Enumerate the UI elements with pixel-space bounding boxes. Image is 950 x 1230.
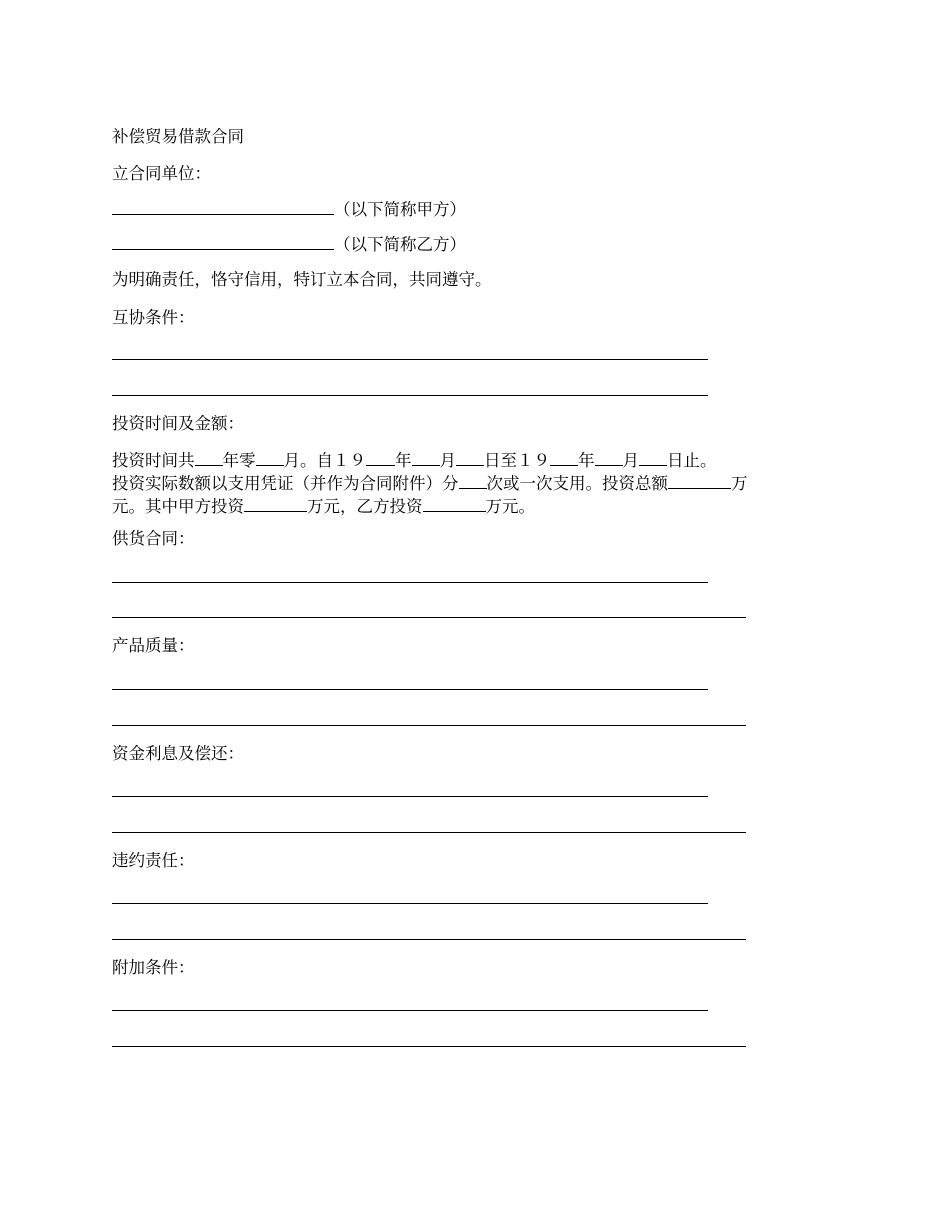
blank-start-month[interactable]: [412, 449, 440, 466]
section-supply-contract: 供货合同：: [112, 529, 195, 548]
investment-paragraph: [112, 449, 848, 518]
fill-line[interactable]: [112, 939, 746, 940]
party-b-suffix: （以下简称乙方）: [334, 235, 466, 254]
blank-start-day[interactable]: [456, 449, 484, 466]
blank-end-month[interactable]: [595, 449, 623, 466]
blank-installments[interactable]: [459, 472, 487, 489]
fill-line[interactable]: [112, 832, 746, 833]
intro-text: 为明确责任，恪守信用，特订立本合同，共同遵守。: [112, 270, 492, 289]
section-investment: 投资时间及金额：: [112, 414, 244, 433]
section-interest-repayment: 资金利息及偿还：: [112, 744, 244, 763]
section-mutual-conditions: 互协条件：: [112, 308, 195, 327]
fill-line[interactable]: [112, 689, 708, 690]
blank-party-a-amount[interactable]: [244, 495, 307, 512]
blank-months[interactable]: [256, 449, 284, 466]
fill-line[interactable]: [112, 725, 746, 726]
blank-start-year[interactable]: [366, 449, 395, 466]
section-breach-liability: 违约责任：: [112, 851, 195, 870]
section-product-quality: 产品质量：: [112, 636, 195, 655]
party-b-line: [112, 233, 466, 256]
document-title: 补偿贸易借款合同: [112, 127, 244, 146]
blank-end-year[interactable]: [550, 449, 578, 466]
party-b-blank[interactable]: [112, 233, 334, 250]
fill-line[interactable]: [112, 796, 708, 797]
blank-party-b-amount[interactable]: [423, 495, 486, 512]
investment-line-2: 投资实际数额以支用凭证（并作为合同附件）分 次或一次支用。投资总额 万: [112, 474, 748, 493]
fill-line[interactable]: [112, 359, 708, 360]
fill-line[interactable]: [112, 582, 708, 583]
fill-line[interactable]: [112, 1046, 746, 1047]
party-a-line: [112, 198, 466, 221]
fill-line[interactable]: [112, 395, 708, 396]
parties-label: 立合同单位：: [112, 164, 211, 183]
investment-line-1: 投资时间共 年零 月。自１９ 年 月 日至１９ 年 月 日止。: [112, 451, 717, 470]
section-additional-terms: 附加条件：: [112, 958, 195, 977]
fill-line[interactable]: [112, 617, 746, 618]
fill-line[interactable]: [112, 903, 708, 904]
investment-line-3: 元。其中甲方投资 万元，乙方投资 万元。: [112, 497, 535, 516]
party-a-suffix: （以下简称甲方）: [334, 200, 466, 219]
fill-line[interactable]: [112, 1010, 708, 1011]
blank-end-day[interactable]: [639, 449, 667, 466]
blank-total-amount[interactable]: [668, 472, 731, 489]
blank-years[interactable]: [195, 449, 223, 466]
party-a-blank[interactable]: [112, 198, 334, 215]
